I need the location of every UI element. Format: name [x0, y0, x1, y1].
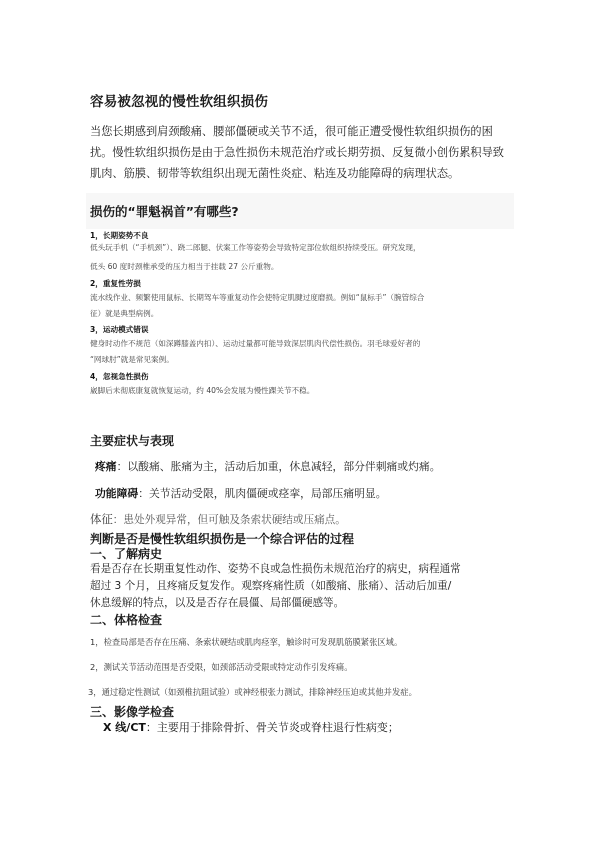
diagnosis-heading: 判断是否是慢性软组织损伤是一个综合评估的过程 [90, 532, 355, 546]
imaging-xray [103, 719, 399, 735]
symptom-pain-label: 疼痛 [95, 460, 117, 473]
history-heading: 一、了解病史 [90, 547, 163, 561]
cause-title-4: 4，忽视急性损伤 [90, 372, 149, 381]
exam-item-1: 1，检查局部是否存在压痛、条索状硬结或肌肉痉挛，触诊时可发现肌筋膜紧张区域。 [90, 637, 403, 647]
cause-title-2: 2，重复性劳损 [90, 279, 141, 288]
symptom-sign-text: ：患处外观异常，但可触及条索状硬结或压痛点。 [112, 514, 346, 526]
cause-text-2a: 流水线作业、频繁使用鼠标、长期驾车等重复动作会使特定肌腱过度磨损。例如“鼠标手”（腕管综合 [90, 293, 425, 302]
history-line-3: 休息缓解的特点，以及是否存在晨僵、局部僵硬感等。 [90, 597, 345, 609]
symptom-sign [90, 511, 346, 527]
cause-text-1a: 低头玩手机（“手机颈”）、跷二郎腿、伏案工作等姿势会导致特定部位软组织持续受压。研究发现， [90, 243, 421, 252]
page-title: 容易被忽视的慢性软组织损伤 [90, 94, 269, 110]
cause-text-3b: “网球肘”就是常见案例。 [90, 355, 174, 364]
symptom-pain [95, 459, 441, 474]
history-line-1: 看是否存在长期重复性动作、姿势不良或急性损伤未规范治疗的病史，病程通常 [90, 563, 461, 575]
imaging-xray-label: X 线/CT [103, 721, 146, 734]
cause-text-1b: 低头 60 度时颈椎承受的压力相当于挂载 27 公斤重物。 [90, 262, 279, 271]
imaging-xray-text: ：主要用于排除骨折、骨关节炎或脊柱退行性病变； [145, 721, 399, 734]
causes-heading: 损伤的“罪魁祸首”有哪些? [90, 204, 239, 219]
cause-text-3a: 健身时动作不规范（如深蹲膝盖内扣）、运动过量都可能导致深层肌肉代偿性损伤。羽毛球爱好者的 [90, 339, 421, 348]
cause-text-4a: 崴脚后未彻底康复就恢复运动，约 40%会发展为慢性踝关节不稳。 [90, 386, 315, 395]
history-line-2: 超过 3 个月，且疼痛反复发作。观察疼痛性质（如酸痛、胀痛）、活动后加重/ [90, 580, 452, 592]
cause-title-3: 3，运动模式错误 [90, 325, 149, 334]
exam-item-3: 3，通过稳定性测试（如颈椎抗阻试验）或神经根张力测试，排除神经压迫或其他并发症。 [88, 687, 417, 697]
symptom-pain-text: ：以酸痛、胀痛为主，活动后加重，休息减轻，部分伴刺痛或灼痛。 [116, 460, 441, 473]
symptom-function [95, 486, 387, 501]
cause-title-1: 1，长期姿势不良 [90, 231, 149, 240]
symptom-sign-label: 体征 [90, 512, 113, 526]
symptom-function-text: ：关节活动受限，肌肉僵硬或痉挛，局部压痛明显。 [138, 487, 387, 500]
intro-paragraph: 当您长期感到肩颈酸痛、腰部僵硬或关节不适，很可能正遭受慢性软组织损伤的困扰。慢性软组织损伤是由于急性损伤未规范治疗或长期劳损、反复微小创伤累积导致肌肉、筋膜、韧带等软组织出现无菌性炎症、粘连及功能障碍的病理状态。 [90, 125, 504, 180]
imaging-heading: 三、影像学检查 [90, 705, 175, 719]
cause-text-2b: 征）就是典型病例。 [90, 309, 159, 318]
symptom-function-label: 功能障碍 [95, 487, 139, 500]
exam-heading: 二、体格检查 [90, 613, 163, 627]
symptoms-heading: 主要症状与表现 [90, 434, 175, 448]
exam-item-2: 2，测试关节活动范围是否受限，如颈部活动受限或特定动作引发疼痛。 [90, 662, 353, 672]
